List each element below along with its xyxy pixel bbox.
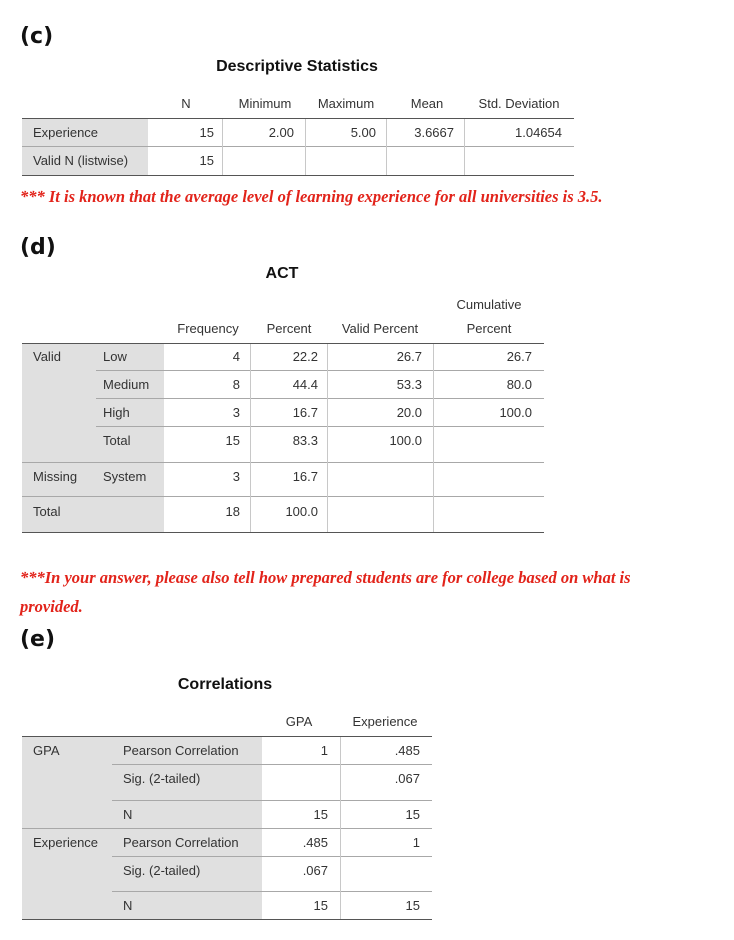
bottom-rule: [22, 919, 432, 920]
cell-frequency: 4: [232, 349, 240, 364]
row-label-pearson: Pearson Correlation: [123, 835, 239, 850]
col-rule: [327, 344, 328, 532]
cell-experience: .485: [394, 743, 420, 758]
cell-experience: 15: [405, 807, 420, 822]
header-frequency: Frequency: [177, 321, 239, 336]
cell-gpa: .485: [302, 835, 328, 850]
cell-maximum: 5.00: [350, 125, 376, 140]
header-std-deviation: Std. Deviation: [478, 96, 560, 111]
cell-valid-percent: 53.3: [396, 377, 422, 392]
header-cumulative: Cumulative: [456, 297, 522, 312]
cell-valid-percent: 20.0: [396, 405, 422, 420]
correlations-title: Correlations: [177, 676, 273, 693]
cell-n: 15: [199, 125, 214, 140]
cell-gpa: 1: [320, 743, 328, 758]
row-label-medium: Medium: [103, 377, 150, 392]
note-preparedness-line-1: ***In your answer, please also tell how prepared students are for college based on what is: [20, 568, 631, 587]
section-label-c: (c): [20, 24, 54, 49]
cell-minimum: 2.00: [268, 125, 294, 140]
header-rule: [22, 343, 544, 344]
group-label-experience: Experience: [33, 835, 99, 850]
row-rule: [96, 398, 544, 399]
col-rule: [250, 344, 251, 532]
row-label-sig: Sig. (2-tailed): [123, 771, 201, 786]
row-rule: [96, 426, 544, 427]
cell-n: 15: [199, 153, 214, 168]
cell-cumulative-percent: 26.7: [506, 349, 532, 364]
header-mean: Mean: [410, 96, 444, 111]
cell-valid-percent: 100.0: [389, 433, 422, 448]
row-rule: [22, 146, 574, 147]
header-experience: Experience: [352, 714, 418, 729]
group-label-total: Total: [33, 504, 61, 519]
cell-percent: 22.2: [292, 349, 318, 364]
cell-experience: 15: [405, 898, 420, 913]
cell-percent: 16.7: [292, 405, 318, 420]
header-valid-percent: Valid Percent: [341, 321, 419, 336]
row-rule: [22, 496, 544, 497]
cell-experience: 1: [412, 835, 420, 850]
cell-frequency: 8: [232, 377, 240, 392]
cell-percent: 100.0: [285, 504, 318, 519]
cell-gpa: 15: [313, 898, 328, 913]
header-n: N: [181, 96, 191, 111]
header-gpa: GPA: [285, 714, 313, 729]
row-rule: [22, 828, 432, 829]
row-label-n: N: [123, 898, 133, 913]
row-label-experience: Experience: [33, 125, 99, 140]
cell-frequency: 3: [232, 405, 240, 420]
note-average-experience: *** It is known that the average level of learning experience for all universities is 3.5.: [20, 187, 603, 206]
header-rule: [22, 118, 574, 119]
group-label-valid: Valid: [33, 349, 61, 364]
header-cumulative-percent: Percent: [466, 321, 512, 336]
cell-frequency: 18: [225, 504, 240, 519]
row-rule: [96, 370, 544, 371]
group-label-missing: Missing: [33, 469, 78, 484]
cell-mean: 3.6667: [414, 125, 454, 140]
row-label-pearson: Pearson Correlation: [123, 743, 239, 758]
header-maximum: Maximum: [317, 96, 375, 111]
col-rule: [222, 119, 223, 175]
cell-gpa: .067: [302, 863, 328, 878]
cell-cumulative-percent: 80.0: [506, 377, 532, 392]
section-label-e: (e): [20, 627, 56, 652]
descriptive-statistics-title: Descriptive Statistics: [216, 58, 378, 75]
cell-gpa: 15: [313, 807, 328, 822]
header-minimum: Minimum: [238, 96, 292, 111]
bottom-rule: [22, 532, 544, 533]
row-rule: [112, 800, 432, 801]
cell-percent: 44.4: [292, 377, 318, 392]
row-label-high: High: [103, 405, 130, 420]
cell-percent: 83.3: [292, 433, 318, 448]
col-rule: [305, 119, 306, 175]
cell-experience: .067: [394, 771, 420, 786]
row-label-valid-n: Valid N (listwise): [33, 153, 129, 168]
col-rule: [340, 737, 341, 919]
col-rule: [433, 344, 434, 532]
cell-cumulative-percent: 100.0: [499, 405, 532, 420]
header-percent: Percent: [266, 321, 312, 336]
header-rule: [22, 736, 432, 737]
section-label-d: (d): [20, 235, 56, 260]
act-title: ACT: [265, 265, 299, 282]
row-label-n: N: [123, 807, 133, 822]
cell-std-deviation: 1.04654: [515, 125, 562, 140]
row-label-low: Low: [103, 349, 127, 364]
row-rule: [112, 856, 432, 857]
group-label-gpa: GPA: [33, 743, 60, 758]
row-rule: [112, 764, 432, 765]
row-label-sig: Sig. (2-tailed): [123, 863, 201, 878]
col-rule: [386, 119, 387, 175]
note-preparedness-line-2: provided.: [20, 597, 83, 616]
row-label-valid-total: Total: [103, 433, 131, 448]
cell-frequency: 3: [232, 469, 240, 484]
row-rule: [22, 462, 544, 463]
col-rule: [464, 119, 465, 175]
row-rule: [112, 891, 432, 892]
cell-frequency: 15: [225, 433, 240, 448]
cell-percent: 16.7: [292, 469, 318, 484]
bottom-rule: [22, 175, 574, 176]
cell-valid-percent: 26.7: [396, 349, 422, 364]
row-label-system: System: [103, 469, 147, 484]
